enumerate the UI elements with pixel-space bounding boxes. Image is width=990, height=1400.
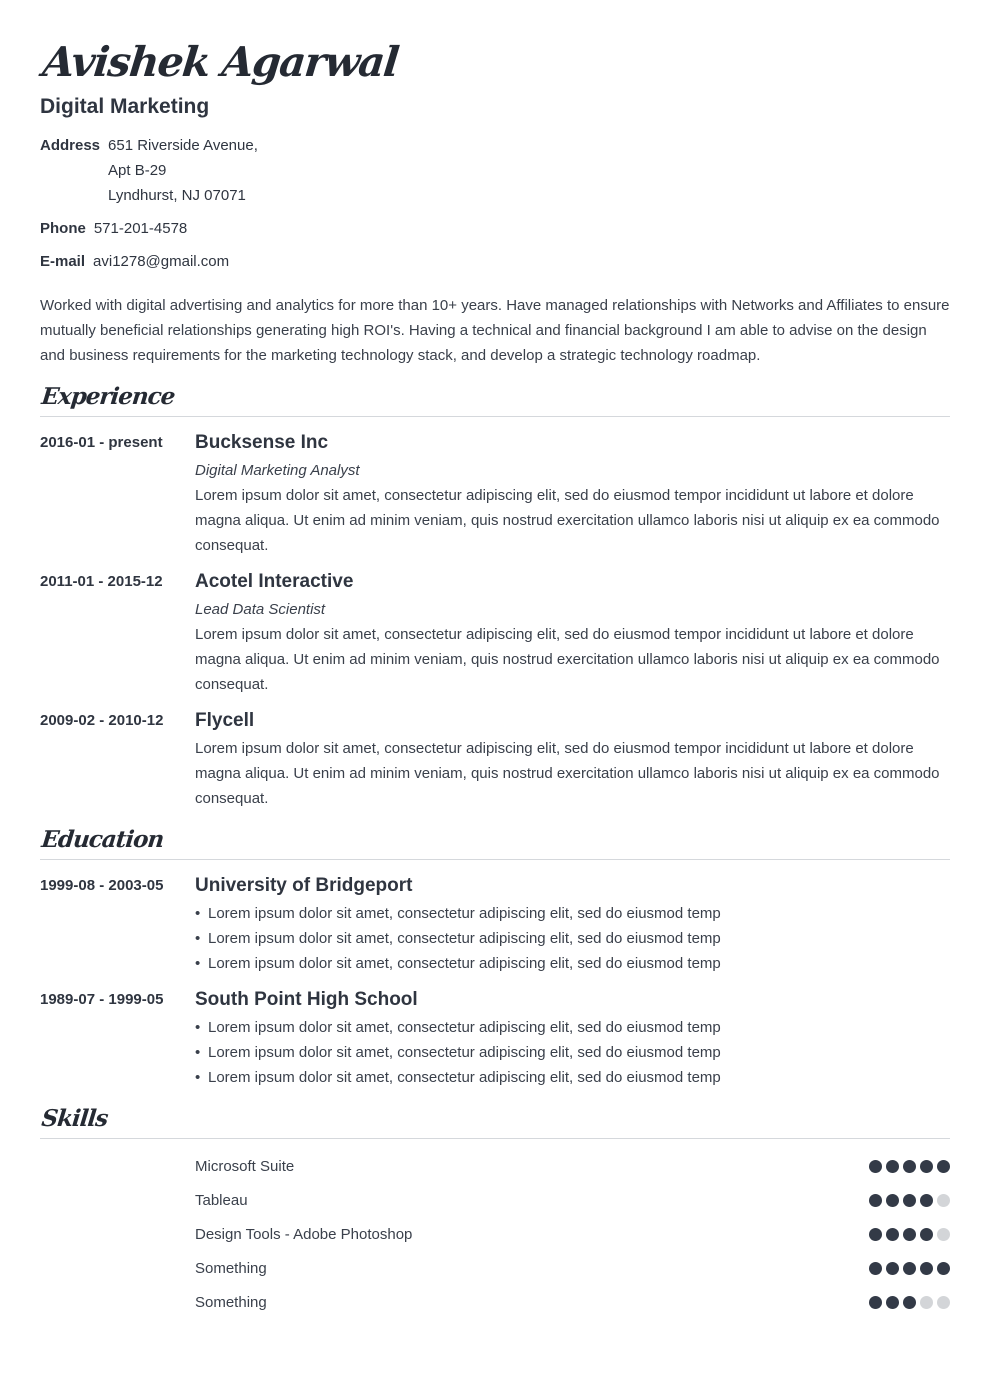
skill-name: Tableau: [195, 1191, 248, 1209]
job-role: Lead Data Scientist: [195, 601, 326, 618]
education-dates: 1999-08 - 2003-05: [40, 877, 164, 894]
experience-body: [195, 429, 950, 558]
education-bullet: • Lorem ipsum dolor sit amet, consectetur adipiscing elit, sed do eiusmod temp: [195, 901, 950, 926]
rating-dot-filled: [920, 1262, 933, 1275]
phone-value: 571-201-4578: [93, 220, 188, 237]
experience-heading: [40, 382, 950, 417]
experience-body: [195, 568, 950, 697]
education-bullet: • Lorem ipsum dolor sit amet, consectetur adipiscing elit, sed do eiusmod temp: [195, 951, 950, 976]
job-role: Digital Marketing Analyst: [195, 462, 360, 479]
rating-dot-filled: [903, 1296, 916, 1309]
rating-dot-empty: [937, 1296, 950, 1309]
address-row: [40, 133, 950, 208]
skills-list: [40, 1139, 950, 1319]
rating-dot-filled: [920, 1228, 933, 1241]
skills-heading: [40, 1104, 950, 1139]
education-dates: 1989-07 - 1999-05: [40, 991, 164, 1008]
address-label: Address: [40, 137, 101, 154]
address-line: Apt B-29: [108, 162, 167, 179]
education-list: [40, 860, 950, 1090]
rating-dot-empty: [920, 1296, 933, 1309]
rating-dot-filled: [886, 1160, 899, 1173]
education-item: [40, 986, 950, 1090]
job-description: Lorem ipsum dolor sit amet, consectetur adipiscing elit, sed do eiusmod tempor incididunt ut labore et dolore magna aliqua. Ut enim ad minim veniam, quis nostrud exercitation ullamco laboris nisi ut aliquip ex ea commodo consequat.: [195, 487, 940, 554]
rating-dot-filled: [920, 1194, 933, 1207]
education-bullets: [195, 901, 950, 976]
skill-name: Design Tools - Adobe Photoshop: [195, 1225, 413, 1243]
address-lines: [108, 133, 258, 208]
company-name: Flycell: [195, 710, 255, 731]
rating-dot-filled: [903, 1194, 916, 1207]
skill-row: [195, 1183, 950, 1217]
rating-dot-filled: [937, 1160, 950, 1173]
phone-row: [40, 216, 950, 241]
skill-row: [195, 1251, 950, 1285]
school-name: South Point High School: [195, 989, 418, 1010]
contact-block: [40, 133, 950, 274]
education-body: [195, 872, 950, 976]
rating-dot-filled: [869, 1262, 882, 1275]
rating-dot-filled: [920, 1160, 933, 1173]
skill-rating: [869, 1296, 950, 1309]
skill-row: [195, 1217, 950, 1251]
rating-dot-filled: [869, 1296, 882, 1309]
rating-dot-filled: [903, 1228, 916, 1241]
experience-item: [40, 429, 950, 558]
address-line: 651 Riverside Avenue,: [108, 137, 258, 154]
skill-rating: [869, 1160, 950, 1173]
education-heading-text: Education: [40, 826, 165, 853]
address-line: Lyndhurst, NJ 07071: [108, 187, 246, 204]
rating-dot-filled: [903, 1262, 916, 1275]
rating-dot-filled: [903, 1160, 916, 1173]
rating-dot-filled: [886, 1296, 899, 1309]
education-bullet: • Lorem ipsum dolor sit amet, consectetur adipiscing elit, sed do eiusmod temp: [195, 1065, 950, 1090]
education-item: [40, 872, 950, 976]
job-description: Lorem ipsum dolor sit amet, consectetur adipiscing elit, sed do eiusmod tempor incididunt ut labore et dolore magna aliqua. Ut enim ad minim veniam, quis nostrud exercitation ullamco laboris nisi ut aliquip ex ea commodo consequat.: [195, 740, 940, 807]
company-name: Bucksense Inc: [195, 432, 329, 453]
experience-list: [40, 417, 950, 811]
school-name: University of Bridgeport: [195, 875, 413, 896]
skill-name: Something: [195, 1259, 267, 1277]
email-label: E-mail: [40, 253, 86, 270]
skill-name: Microsoft Suite: [195, 1157, 295, 1175]
education-bullet: • Lorem ipsum dolor sit amet, consectetur adipiscing elit, sed do eiusmod temp: [195, 926, 950, 951]
email-row: [40, 249, 950, 274]
rating-dot-filled: [886, 1194, 899, 1207]
rating-dot-filled: [869, 1228, 882, 1241]
education-bullet: • Lorem ipsum dolor sit amet, consectetur adipiscing elit, sed do eiusmod temp: [195, 1040, 950, 1065]
skill-rating: [869, 1262, 950, 1275]
company-name: Acotel Interactive: [195, 571, 354, 592]
rating-dot-filled: [937, 1262, 950, 1275]
education-body: [195, 986, 950, 1090]
experience-dates: 2011-01 - 2015-12: [40, 573, 163, 590]
skill-name: Something: [195, 1293, 267, 1311]
resume-page: [40, 34, 950, 1319]
job-title: Digital Marketing: [40, 95, 210, 118]
experience-heading-text: Experience: [40, 383, 176, 410]
resume-header: [40, 34, 950, 121]
phone-label: Phone: [40, 220, 86, 237]
skills-heading-text: Skills: [40, 1105, 109, 1132]
education-heading: [40, 825, 950, 860]
education-bullets: [195, 1015, 950, 1090]
skill-rating: [869, 1228, 950, 1241]
experience-item: [40, 568, 950, 697]
rating-dot-filled: [886, 1262, 899, 1275]
rating-dot-filled: [869, 1194, 882, 1207]
profile-summary: Worked with digital advertising and analytics for more than 10+ years. Have managed relationships with Networks and Affiliates to ensure mutually beneficial relationships generating high ROI's. Having a technical and financial background I am able to advise on the design and business requirements for the marketing technology stack, and develop a strategic technology roadmap.: [40, 297, 950, 364]
candidate-name: Avishek Agarwal: [40, 38, 401, 86]
education-bullet: • Lorem ipsum dolor sit amet, consectetur adipiscing elit, sed do eiusmod temp: [195, 1015, 950, 1040]
email-value: avi1278@gmail.com: [93, 253, 230, 270]
experience-body: [195, 707, 950, 811]
rating-dot-empty: [937, 1194, 950, 1207]
experience-dates: 2016-01 - present: [40, 434, 163, 451]
experience-item: [40, 707, 950, 811]
experience-dates: 2009-02 - 2010-12: [40, 712, 164, 729]
job-description: Lorem ipsum dolor sit amet, consectetur adipiscing elit, sed do eiusmod tempor incididunt ut labore et dolore magna aliqua. Ut enim ad minim veniam, quis nostrud exercitation ullamco laboris nisi ut aliquip ex ea commodo consequat.: [195, 626, 940, 693]
skill-row: [195, 1149, 950, 1183]
skill-row: [195, 1285, 950, 1319]
rating-dot-empty: [937, 1228, 950, 1241]
rating-dot-filled: [869, 1160, 882, 1173]
skill-rating: [869, 1194, 950, 1207]
rating-dot-filled: [886, 1228, 899, 1241]
